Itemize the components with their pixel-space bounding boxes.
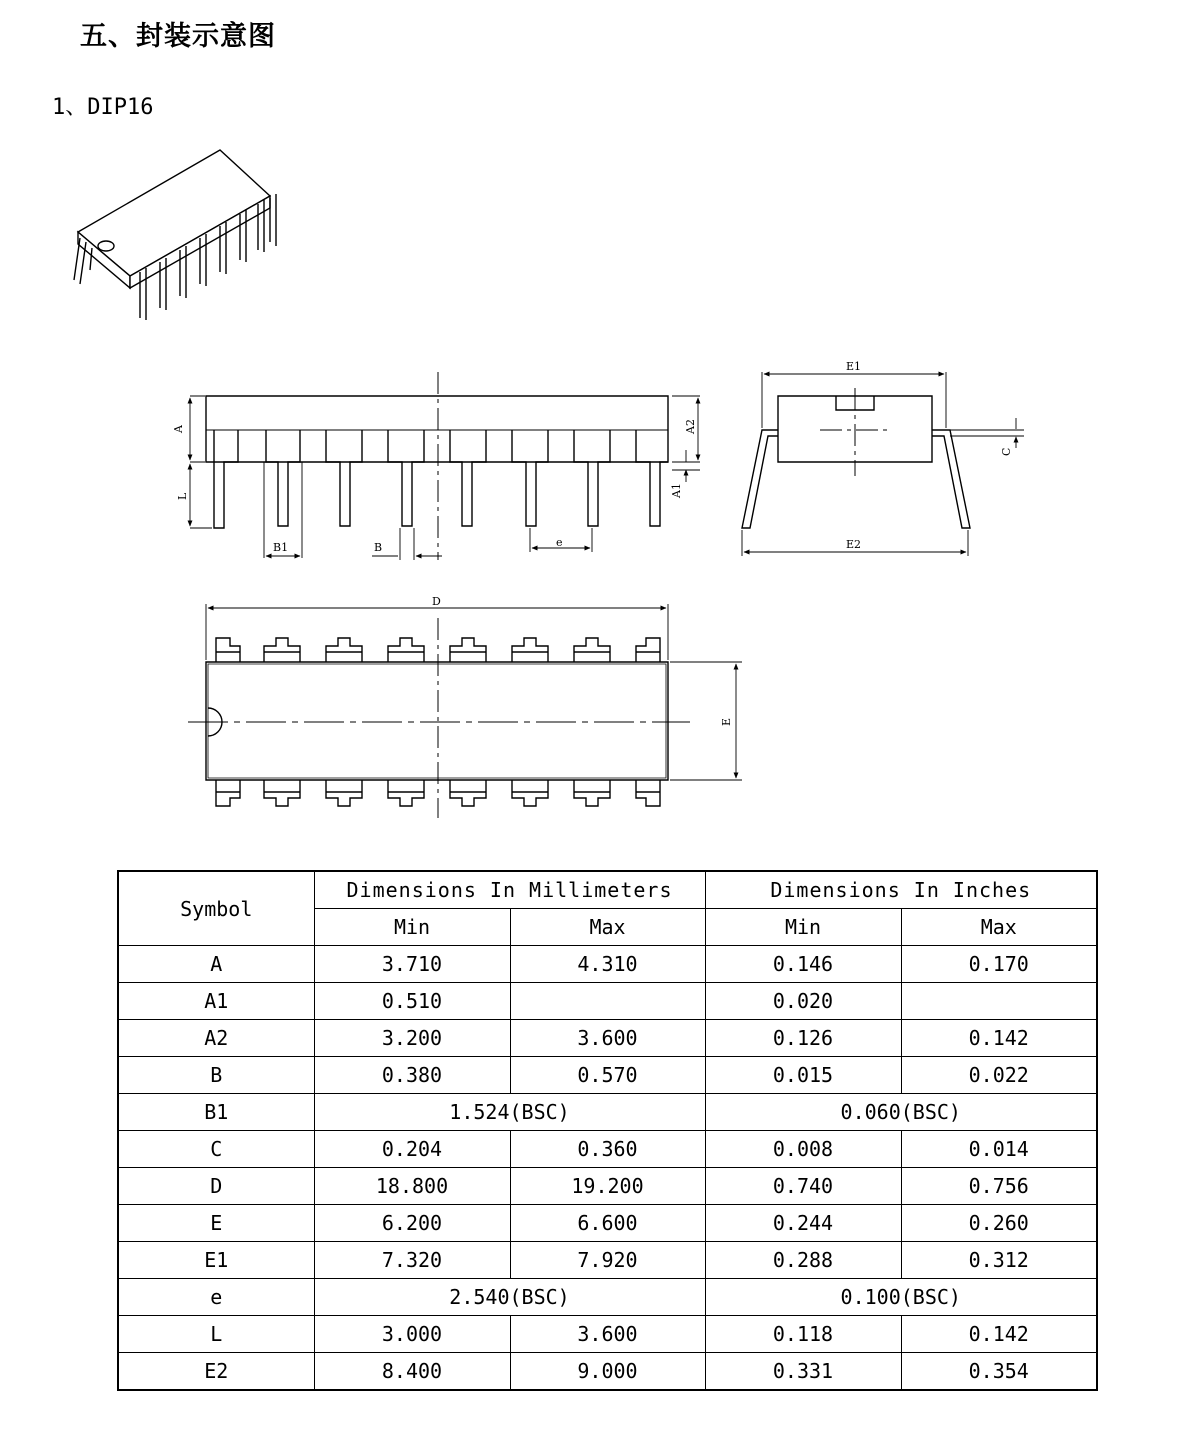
symbol-cell: D [118, 1168, 314, 1205]
symbol-cell: E2 [118, 1353, 314, 1391]
in-span-cell: 0.100(BSC) [705, 1279, 1097, 1316]
dim-label-A1: A1 [670, 483, 683, 498]
mm-max-cell: 19.200 [510, 1168, 705, 1205]
dim-label-L: L [176, 492, 189, 500]
in-min-cell: 0.146 [705, 946, 901, 983]
dim-label-A2: A2 [684, 419, 697, 434]
mm-min-cell: 3.710 [314, 946, 510, 983]
mm-min-cell: 8.400 [314, 1353, 510, 1391]
section-title: 五、封装示意图 [80, 21, 276, 52]
in-max-cell [901, 983, 1097, 1020]
symbol-cell: B [118, 1057, 314, 1094]
symbol-cell: A [118, 946, 314, 983]
package-3d-illustration [74, 150, 276, 320]
package-title: 1、DIP16 [52, 95, 154, 120]
in-min-header: Min [705, 909, 901, 946]
dim-label-D: D [432, 595, 441, 608]
dim-label-A: A [172, 425, 185, 433]
dim-label-E2: E2 [846, 538, 862, 551]
in-min-cell: 0.118 [705, 1316, 901, 1353]
mm-min-cell: 6.200 [314, 1205, 510, 1242]
in-max-cell: 0.756 [901, 1168, 1097, 1205]
table-row [118, 1020, 1097, 1057]
mm-min-cell: 3.000 [314, 1316, 510, 1353]
table-row [118, 1205, 1097, 1242]
table-row [118, 1057, 1097, 1094]
in-min-cell: 0.126 [705, 1020, 901, 1057]
dim-label-C: C [1000, 447, 1013, 456]
in-max-cell: 0.022 [901, 1057, 1097, 1094]
in-max-cell: 0.354 [901, 1353, 1097, 1391]
in-min-cell: 0.244 [705, 1205, 901, 1242]
table-row [118, 1242, 1097, 1279]
in-header: Dimensions In Inches [705, 871, 1097, 909]
table-row [118, 983, 1097, 1020]
mm-max-cell: 9.000 [510, 1353, 705, 1391]
symbol-cell: B1 [118, 1094, 314, 1131]
mm-max-cell: 0.570 [510, 1057, 705, 1094]
mm-max-cell: 3.600 [510, 1020, 705, 1057]
in-max-cell: 0.142 [901, 1316, 1097, 1353]
table-row [118, 1094, 1097, 1131]
in-min-cell: 0.288 [705, 1242, 901, 1279]
in-span-cell: 0.060(BSC) [705, 1094, 1097, 1131]
symbol-cell: C [118, 1131, 314, 1168]
mm-max-cell: 6.600 [510, 1205, 705, 1242]
mm-span-cell: 1.524(BSC) [314, 1094, 705, 1131]
side-view-pins [214, 430, 668, 528]
symbol-cell: A1 [118, 983, 314, 1020]
mm-min-cell: 0.380 [314, 1057, 510, 1094]
in-max-cell: 0.260 [901, 1205, 1097, 1242]
table-row [118, 946, 1097, 983]
mm-max-cell: 3.600 [510, 1316, 705, 1353]
dim-label-E1: E1 [846, 360, 862, 373]
top-view [188, 604, 742, 818]
mm-min-cell: 18.800 [314, 1168, 510, 1205]
end-view [742, 372, 1024, 556]
in-min-cell: 0.008 [705, 1131, 901, 1168]
table-row [118, 1353, 1097, 1391]
mm-max-cell: 7.920 [510, 1242, 705, 1279]
mm-min-cell: 0.510 [314, 983, 510, 1020]
mm-max-header: Max [510, 909, 705, 946]
in-min-cell: 0.331 [705, 1353, 901, 1391]
mm-min-header: Min [314, 909, 510, 946]
dimensions-table [117, 870, 1098, 1391]
symbol-cell: E [118, 1205, 314, 1242]
table-row [118, 1168, 1097, 1205]
in-max-cell: 0.312 [901, 1242, 1097, 1279]
side-view [190, 372, 700, 560]
mm-max-cell: 4.310 [510, 946, 705, 983]
dim-label-B1: B1 [273, 541, 289, 554]
in-max-cell: 0.142 [901, 1020, 1097, 1057]
table-row [118, 1316, 1097, 1353]
dim-label-e: e [556, 536, 563, 549]
symbol-cell: A2 [118, 1020, 314, 1057]
in-min-cell: 0.015 [705, 1057, 901, 1094]
symbol-cell: L [118, 1316, 314, 1353]
dim-label-B: B [374, 541, 383, 554]
symbol-header: Symbol [118, 871, 314, 946]
mm-min-cell: 7.320 [314, 1242, 510, 1279]
mm-header: Dimensions In Millimeters [314, 871, 705, 909]
in-max-header: Max [901, 909, 1097, 946]
in-min-cell: 0.020 [705, 983, 901, 1020]
table-row [118, 1279, 1097, 1316]
symbol-cell: E1 [118, 1242, 314, 1279]
in-max-cell: 0.014 [901, 1131, 1097, 1168]
dim-label-E: E [720, 717, 733, 726]
mm-max-cell: 0.360 [510, 1131, 705, 1168]
mm-span-cell: 2.540(BSC) [314, 1279, 705, 1316]
symbol-cell: e [118, 1279, 314, 1316]
in-max-cell: 0.170 [901, 946, 1097, 983]
mm-min-cell: 3.200 [314, 1020, 510, 1057]
table-row [118, 1131, 1097, 1168]
mm-max-cell [510, 983, 705, 1020]
mm-min-cell: 0.204 [314, 1131, 510, 1168]
in-min-cell: 0.740 [705, 1168, 901, 1205]
